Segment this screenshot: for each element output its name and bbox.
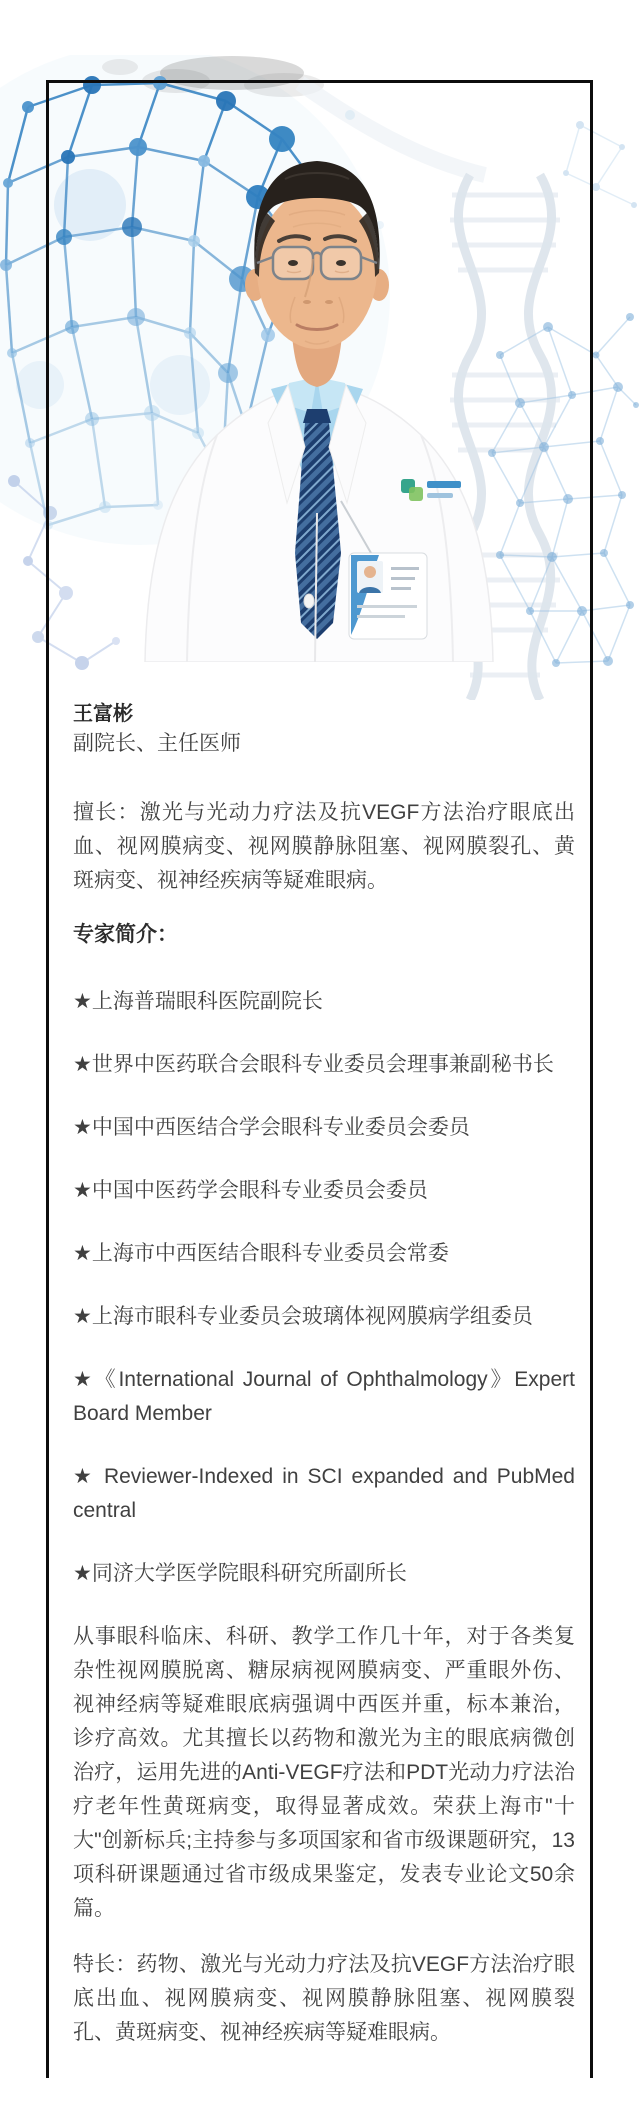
doctor-name: 王富彬 — [73, 703, 133, 725]
profile-card-frame — [46, 80, 593, 2078]
credential-item: ★上海市中西医结合眼科专业委员会常委 — [73, 1242, 449, 1265]
eye — [336, 260, 346, 266]
bio-paragraph: 从事眼科临床、科研、教学工作几十年，对于各类复杂性视网膜脱离、糖尿病视网膜病变、严重眼外伤、视神经病等疑难眼底病强调中西医并重，标本兼治，诊疗高效。尤其擅长以药物和激光为主的眼底病微创治疗，运用先进的Anti-VEGF疗法和PDT光动力疗法治疗老年性黄斑病变，取得显著成效。荣获上海市"十大"创新标兵;主持参与多项国家和省市级课题研究，13项科研课题通过省市级成果鉴定，发表专业论文50余篇。 — [73, 1625, 575, 1920]
credential-item: ★ Reviewer-Indexed in SCI expanded and PubMed central — [73, 1465, 575, 1522]
credential-item: ★《International Journal of Ophthalmology》Expert Board Member — [73, 1368, 575, 1425]
coat-button — [304, 594, 314, 608]
specialty-paragraph: 擅长：激光与光动力疗法及抗VEGF方法治疗眼底出血、视网膜病变、视网膜静脉阻塞、视网膜裂孔、黄斑病变、视神经疾病等疑难眼病。 — [73, 801, 575, 892]
credential-item: ★上海普瑞眼科医院副院长 — [73, 990, 323, 1013]
credential-item: ★上海市眼科专业委员会玻璃体视网膜病学组委员 — [73, 1305, 533, 1328]
credential-item: ★世界中医药联合会眼科专业委员会理事兼副秘书长 — [73, 1053, 554, 1076]
credential-item: ★同济大学医学院眼科研究所副所长 — [73, 1562, 407, 1585]
doctor-illustration — [49, 83, 590, 662]
credential-item: ★中国中西医结合学会眼科专业委员会委员 — [73, 1116, 470, 1139]
credentials-list — [73, 985, 575, 1591]
doctor-photo — [49, 83, 590, 662]
doctor-title: 副院长、主任医师 — [73, 732, 241, 755]
eye — [288, 260, 298, 266]
credential-item: ★中国中医药学会眼科专业委员会委员 — [73, 1179, 428, 1202]
profile-content — [49, 700, 590, 2113]
section-heading: 专家简介： — [73, 923, 178, 946]
closing-paragraph: 特长：药物、激光与光动力疗法及抗VEGF方法治疗眼底出血、视网膜病变、视网膜静脉阻塞、视网膜裂孔、黄斑病变、视神经疾病等疑难眼病。 — [73, 1953, 575, 2044]
